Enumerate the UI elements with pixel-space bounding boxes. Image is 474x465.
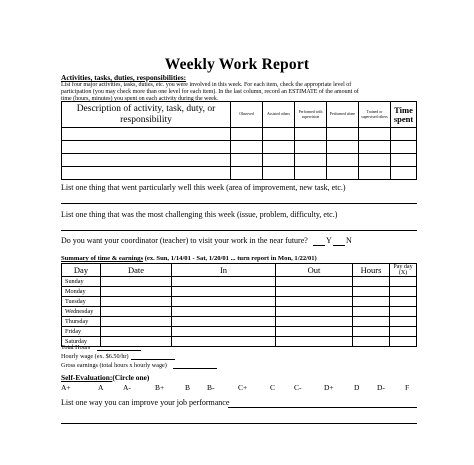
check-cell[interactable] (359, 154, 391, 167)
in-cell[interactable] (172, 307, 276, 317)
grade-f[interactable]: F (405, 383, 410, 392)
out-cell[interactable] (276, 337, 353, 347)
day-label: Wednesday (62, 307, 101, 317)
in-cell[interactable] (172, 337, 276, 347)
trained-header: Trained or supervised others (359, 102, 391, 128)
grade-a-minus[interactable]: A- (123, 383, 131, 392)
grade-c-plus[interactable]: C+ (238, 383, 248, 392)
grade-b[interactable]: B (185, 383, 191, 392)
check-cell[interactable] (295, 154, 327, 167)
summary-heading-row (61, 255, 317, 262)
check-cell[interactable] (263, 154, 295, 167)
in-cell[interactable] (172, 327, 276, 337)
day-row (62, 327, 417, 337)
activities-instructions (61, 82, 417, 103)
gross-earnings-label: Gross earnings (total hours x hourly wage) (61, 362, 167, 369)
date-cell[interactable] (101, 277, 172, 287)
out-cell[interactable] (276, 277, 353, 287)
observed-header: Observed (231, 102, 263, 128)
grade-d-plus[interactable]: D+ (324, 383, 334, 392)
payday-cell[interactable] (390, 277, 417, 287)
check-cell[interactable] (327, 154, 359, 167)
activity-cell[interactable] (62, 141, 231, 154)
check-cell[interactable] (231, 128, 263, 141)
activity-row (62, 167, 417, 180)
in-cell[interactable] (172, 287, 276, 297)
instruction-line-2: participation (you may check more than one level for each item). In the last column, record an ESTIMATE of the amount of (61, 89, 359, 95)
activities-heading: Activities, tasks, duties, responsibilities: (61, 73, 187, 82)
improve-question: List one way you can improve your job performance (61, 398, 230, 407)
time-cell[interactable] (391, 128, 417, 141)
check-cell[interactable] (263, 128, 295, 141)
date-cell[interactable] (101, 297, 172, 307)
payday-cell[interactable] (390, 327, 417, 337)
day-row (62, 287, 417, 297)
payday-cell[interactable] (390, 287, 417, 297)
time-header: Time spent (391, 102, 417, 128)
out-cell[interactable] (276, 307, 353, 317)
time-cell[interactable] (391, 141, 417, 154)
time-cell[interactable] (391, 167, 417, 180)
day-header: Day (62, 264, 101, 277)
activities-table (61, 101, 417, 180)
grade-a-plus[interactable]: A+ (61, 383, 71, 392)
check-cell[interactable] (359, 141, 391, 154)
in-header: In (172, 264, 276, 277)
went-well-question: List one thing that went particularly well this week (area of improvement, new task, etc.) (61, 183, 346, 192)
description-header: Description of activity, task, duty, or responsibility (62, 102, 231, 128)
day-row (62, 277, 417, 287)
out-cell[interactable] (276, 297, 353, 307)
in-cell[interactable] (172, 277, 276, 287)
instruction-line-3: time (hours, minutes) you spent on each activity during the week. (61, 96, 219, 102)
activity-row (62, 154, 417, 167)
hours-cell[interactable] (353, 337, 390, 347)
performed-alone-header: Performed alone (327, 102, 359, 128)
check-cell[interactable] (231, 141, 263, 154)
day-label: Thursday (62, 317, 101, 327)
check-cell[interactable] (327, 128, 359, 141)
summary-table (61, 263, 417, 347)
activity-cell[interactable] (62, 128, 231, 141)
self-eval-heading: Self-Evaluation: (61, 373, 113, 382)
page-title: Weekly Work Report (164, 56, 310, 73)
date-header: Date (101, 264, 172, 277)
out-cell[interactable] (276, 327, 353, 337)
instruction-line-1: List four major activities, tasks, duties, etc. you were involved in this week. For each item, check the appropriate level of (61, 82, 352, 88)
check-cell[interactable] (231, 167, 263, 180)
hours-cell[interactable] (353, 327, 390, 337)
grade-c-minus[interactable]: C- (294, 383, 302, 392)
day-label: Tuesday (62, 297, 101, 307)
challenging-question: List one thing that was the most challenging this week (issue, problem, difficulty, etc.) (61, 210, 338, 219)
check-cell[interactable] (359, 128, 391, 141)
performed-supervision-header: Performed with supervision (295, 102, 327, 128)
check-cell[interactable] (327, 167, 359, 180)
check-cell[interactable] (295, 141, 327, 154)
out-header: Out (276, 264, 353, 277)
activity-row (62, 128, 417, 141)
grade-c[interactable]: C (270, 383, 276, 392)
time-cell[interactable] (391, 154, 417, 167)
day-label: Friday (62, 327, 101, 337)
check-cell[interactable] (295, 167, 327, 180)
out-cell[interactable] (276, 287, 353, 297)
payday-cell[interactable] (390, 297, 417, 307)
challenging-answer-line[interactable] (61, 230, 417, 231)
check-cell[interactable] (359, 167, 391, 180)
hours-cell[interactable] (353, 287, 390, 297)
day-row (62, 307, 417, 317)
out-cell[interactable] (276, 317, 353, 327)
payday-cell[interactable] (390, 337, 417, 347)
activity-cell[interactable] (62, 167, 231, 180)
hours-header: Hours (353, 264, 390, 277)
improve-answer-line[interactable] (228, 407, 417, 408)
date-cell[interactable] (101, 337, 172, 347)
yes-answer-line[interactable] (313, 245, 325, 246)
hours-cell[interactable] (353, 297, 390, 307)
day-label: Sunday (62, 277, 101, 287)
payday-header: Pay day (X) (390, 264, 417, 277)
day-row (62, 337, 417, 347)
in-cell[interactable] (172, 297, 276, 307)
check-cell[interactable] (263, 167, 295, 180)
went-well-answer-line[interactable] (61, 203, 417, 204)
day-row (62, 297, 417, 307)
no-label: N (346, 236, 352, 245)
day-row (62, 317, 417, 327)
hours-cell[interactable] (353, 277, 390, 287)
check-cell[interactable] (295, 128, 327, 141)
summary-heading: Summary of time & earnings (61, 255, 144, 262)
date-cell[interactable] (101, 327, 172, 337)
grade-d[interactable]: D (354, 383, 360, 392)
date-cell[interactable] (101, 317, 172, 327)
gross-earnings-line[interactable] (173, 368, 217, 369)
check-cell[interactable] (231, 154, 263, 167)
date-cell[interactable] (101, 287, 172, 297)
in-cell[interactable] (172, 317, 276, 327)
total-hours-line[interactable] (97, 350, 141, 351)
coordinator-question: Do you want your coordinator (teacher) to visit your work in the near future? (61, 236, 308, 245)
improve-answer-line-2[interactable] (61, 423, 417, 424)
summary-note: (ex. Sun, 1/14/01 - Sat, 1/20/01 ... turn report in Mon, 1/22/01) (144, 255, 317, 262)
payday-cell[interactable] (390, 307, 417, 317)
activity-cell[interactable] (62, 154, 231, 167)
grade-b-plus[interactable]: B+ (155, 383, 165, 392)
activity-row (62, 141, 417, 154)
payday-cell[interactable] (390, 317, 417, 327)
hourly-wage-label: Hourly wage (ex. $6.50/hr) (61, 353, 129, 360)
day-label: Monday (62, 287, 101, 297)
grade-a[interactable]: A (98, 383, 104, 392)
yes-label: Y (326, 236, 332, 245)
check-cell[interactable] (327, 141, 359, 154)
check-cell[interactable] (263, 141, 295, 154)
grade-b-minus[interactable]: B- (207, 383, 215, 392)
no-answer-line[interactable] (333, 245, 345, 246)
date-cell[interactable] (101, 307, 172, 317)
hours-cell[interactable] (353, 317, 390, 327)
total-hours-label: Total Hours (61, 344, 91, 351)
self-eval-heading-row (61, 373, 149, 382)
circle-one-note: (Circle one) (112, 373, 150, 382)
day-label: Saturday (62, 337, 101, 347)
hours-cell[interactable] (353, 307, 390, 317)
assisted-header: Assisted others (263, 102, 295, 128)
grade-d-minus[interactable]: D- (377, 383, 385, 392)
hourly-wage-line[interactable] (131, 359, 175, 360)
